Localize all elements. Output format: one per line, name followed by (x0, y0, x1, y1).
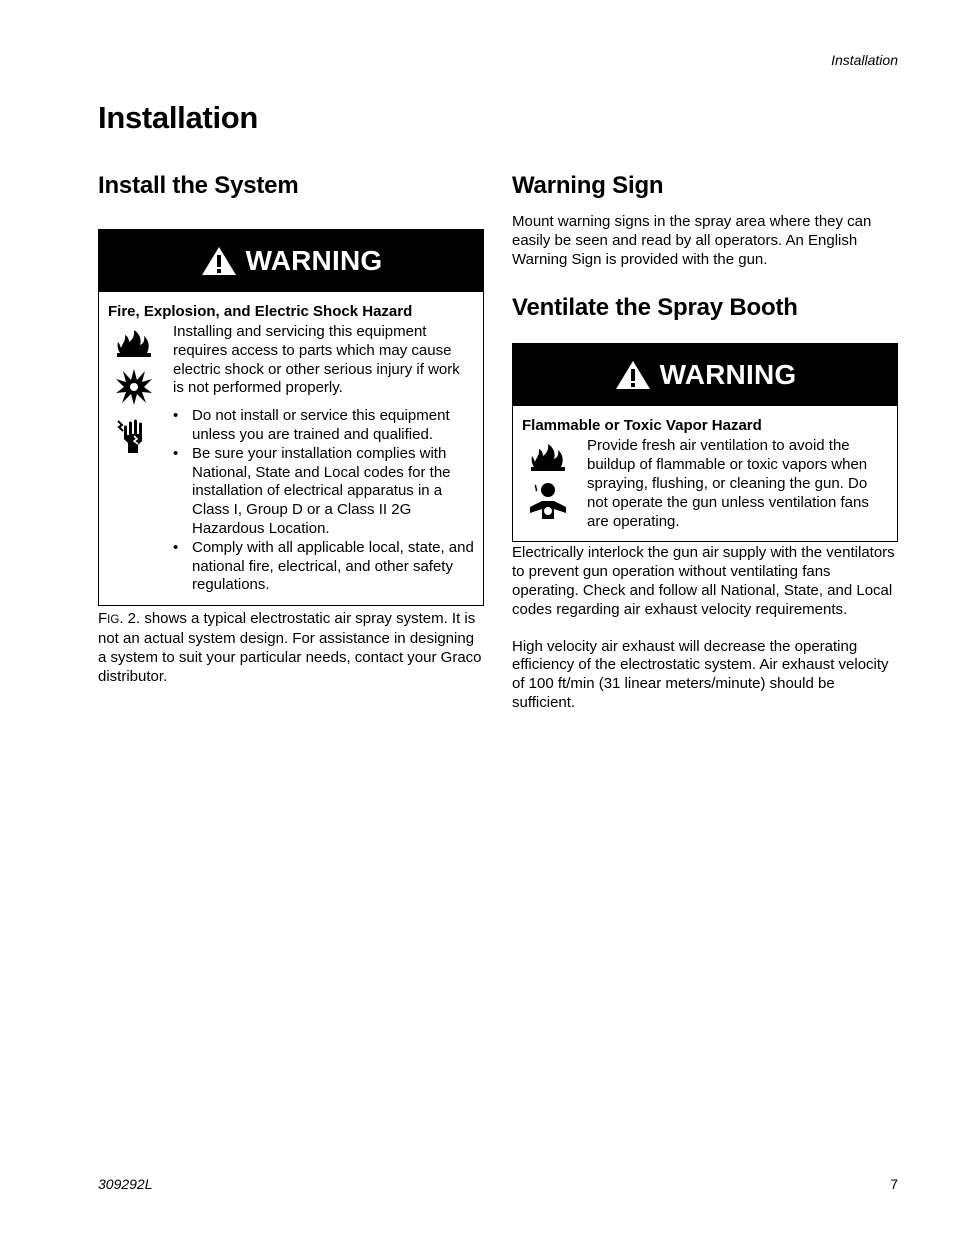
warning-label: WARNING (659, 359, 797, 391)
hazard-text-paragraph: Provide fresh air ventilation to avoid the buildup of flammable or toxic vapors when spraying, flushing, or cleaning the gun. Do not operate the gun unless ventilation fans are operating. (587, 437, 869, 530)
hazard-title: Flammable or Toxic Vapor Hazard (522, 417, 762, 435)
list-item: • Do not install or service this equipment unless you are trained and qualified. (173, 407, 474, 445)
figure-reference-paragraph (98, 610, 484, 686)
page-title: Installation (98, 100, 259, 135)
warning-header (99, 230, 483, 292)
electric-shock-icon (114, 415, 154, 455)
right-column (512, 170, 898, 713)
hazard-icons (522, 437, 587, 531)
list-item: • Comply with all applicable local, state, and national fire, electrical, and other safety regulations. (173, 539, 474, 595)
document-number: 309292L (98, 1176, 153, 1192)
section-title-ventilate-booth: Ventilate the Spray Booth (512, 294, 798, 322)
warning-body (99, 292, 483, 605)
explosion-icon (114, 367, 154, 407)
hazard-title: Fire, Explosion, and Electric Shock Hazard (108, 303, 413, 320)
fire-icon (528, 441, 568, 473)
left-column (98, 170, 484, 686)
warning-body (513, 406, 897, 541)
warning-triangle-icon (200, 245, 238, 277)
hazard-intro: Installing and servicing this equipment requires access to parts which may cause electric shock or other serious injury if work is not performed properly. (173, 323, 460, 397)
air-exhaust-paragraph: High velocity air exhaust will decrease the operating efficiency of the electrostatic system. Air exhaust velocity of 100 ft/min (31 linear meters/minute) should be sufficient. (512, 637, 889, 711)
hazard-icons (108, 323, 173, 595)
hazard-text (173, 323, 474, 595)
interlock-paragraph: Electrically interlock the gun air supply with the ventilators to prevent gun operation without ventilating fans operating. Check and follow all National, State, and Local codes regarding air exhaust velocity requirements. (512, 544, 895, 618)
fire-icon (114, 327, 154, 359)
page-number: 7 (890, 1176, 898, 1192)
warning-box-fire-explosion (98, 229, 484, 606)
running-head: Installation (831, 52, 898, 68)
warning-sign-paragraph: Mount warning signs in the spray area where they can easily be seen and read by all operators. An English Warning Sign is provided with the gun. (512, 213, 872, 268)
warning-header (513, 344, 897, 406)
fig-ref-first-letter: F (98, 610, 108, 628)
list-item: • Be sure your installation complies with National, State and Local codes for the installation of electrical apparatus in a Class I, Group D or a Class II 2G Hazardous Location. (173, 445, 474, 539)
toxic-vapor-icon (528, 481, 568, 521)
warning-box-vapor (512, 343, 898, 542)
section-title-warning-sign: Warning Sign (512, 172, 664, 199)
fig-ref-text: . 2. shows a typical electrostatic air spray system. It is not an actual system design. For assistance in designing a system to suit your particular needs, contact your Graco distributor. (98, 610, 482, 685)
hazard-bullet-list (173, 407, 474, 595)
warning-label: WARNING (245, 245, 383, 276)
hazard-text (587, 437, 888, 531)
fig-ref-rest: IG (107, 614, 120, 627)
section-title-install-system: Install the System (98, 172, 299, 199)
warning-triangle-icon (614, 359, 652, 391)
